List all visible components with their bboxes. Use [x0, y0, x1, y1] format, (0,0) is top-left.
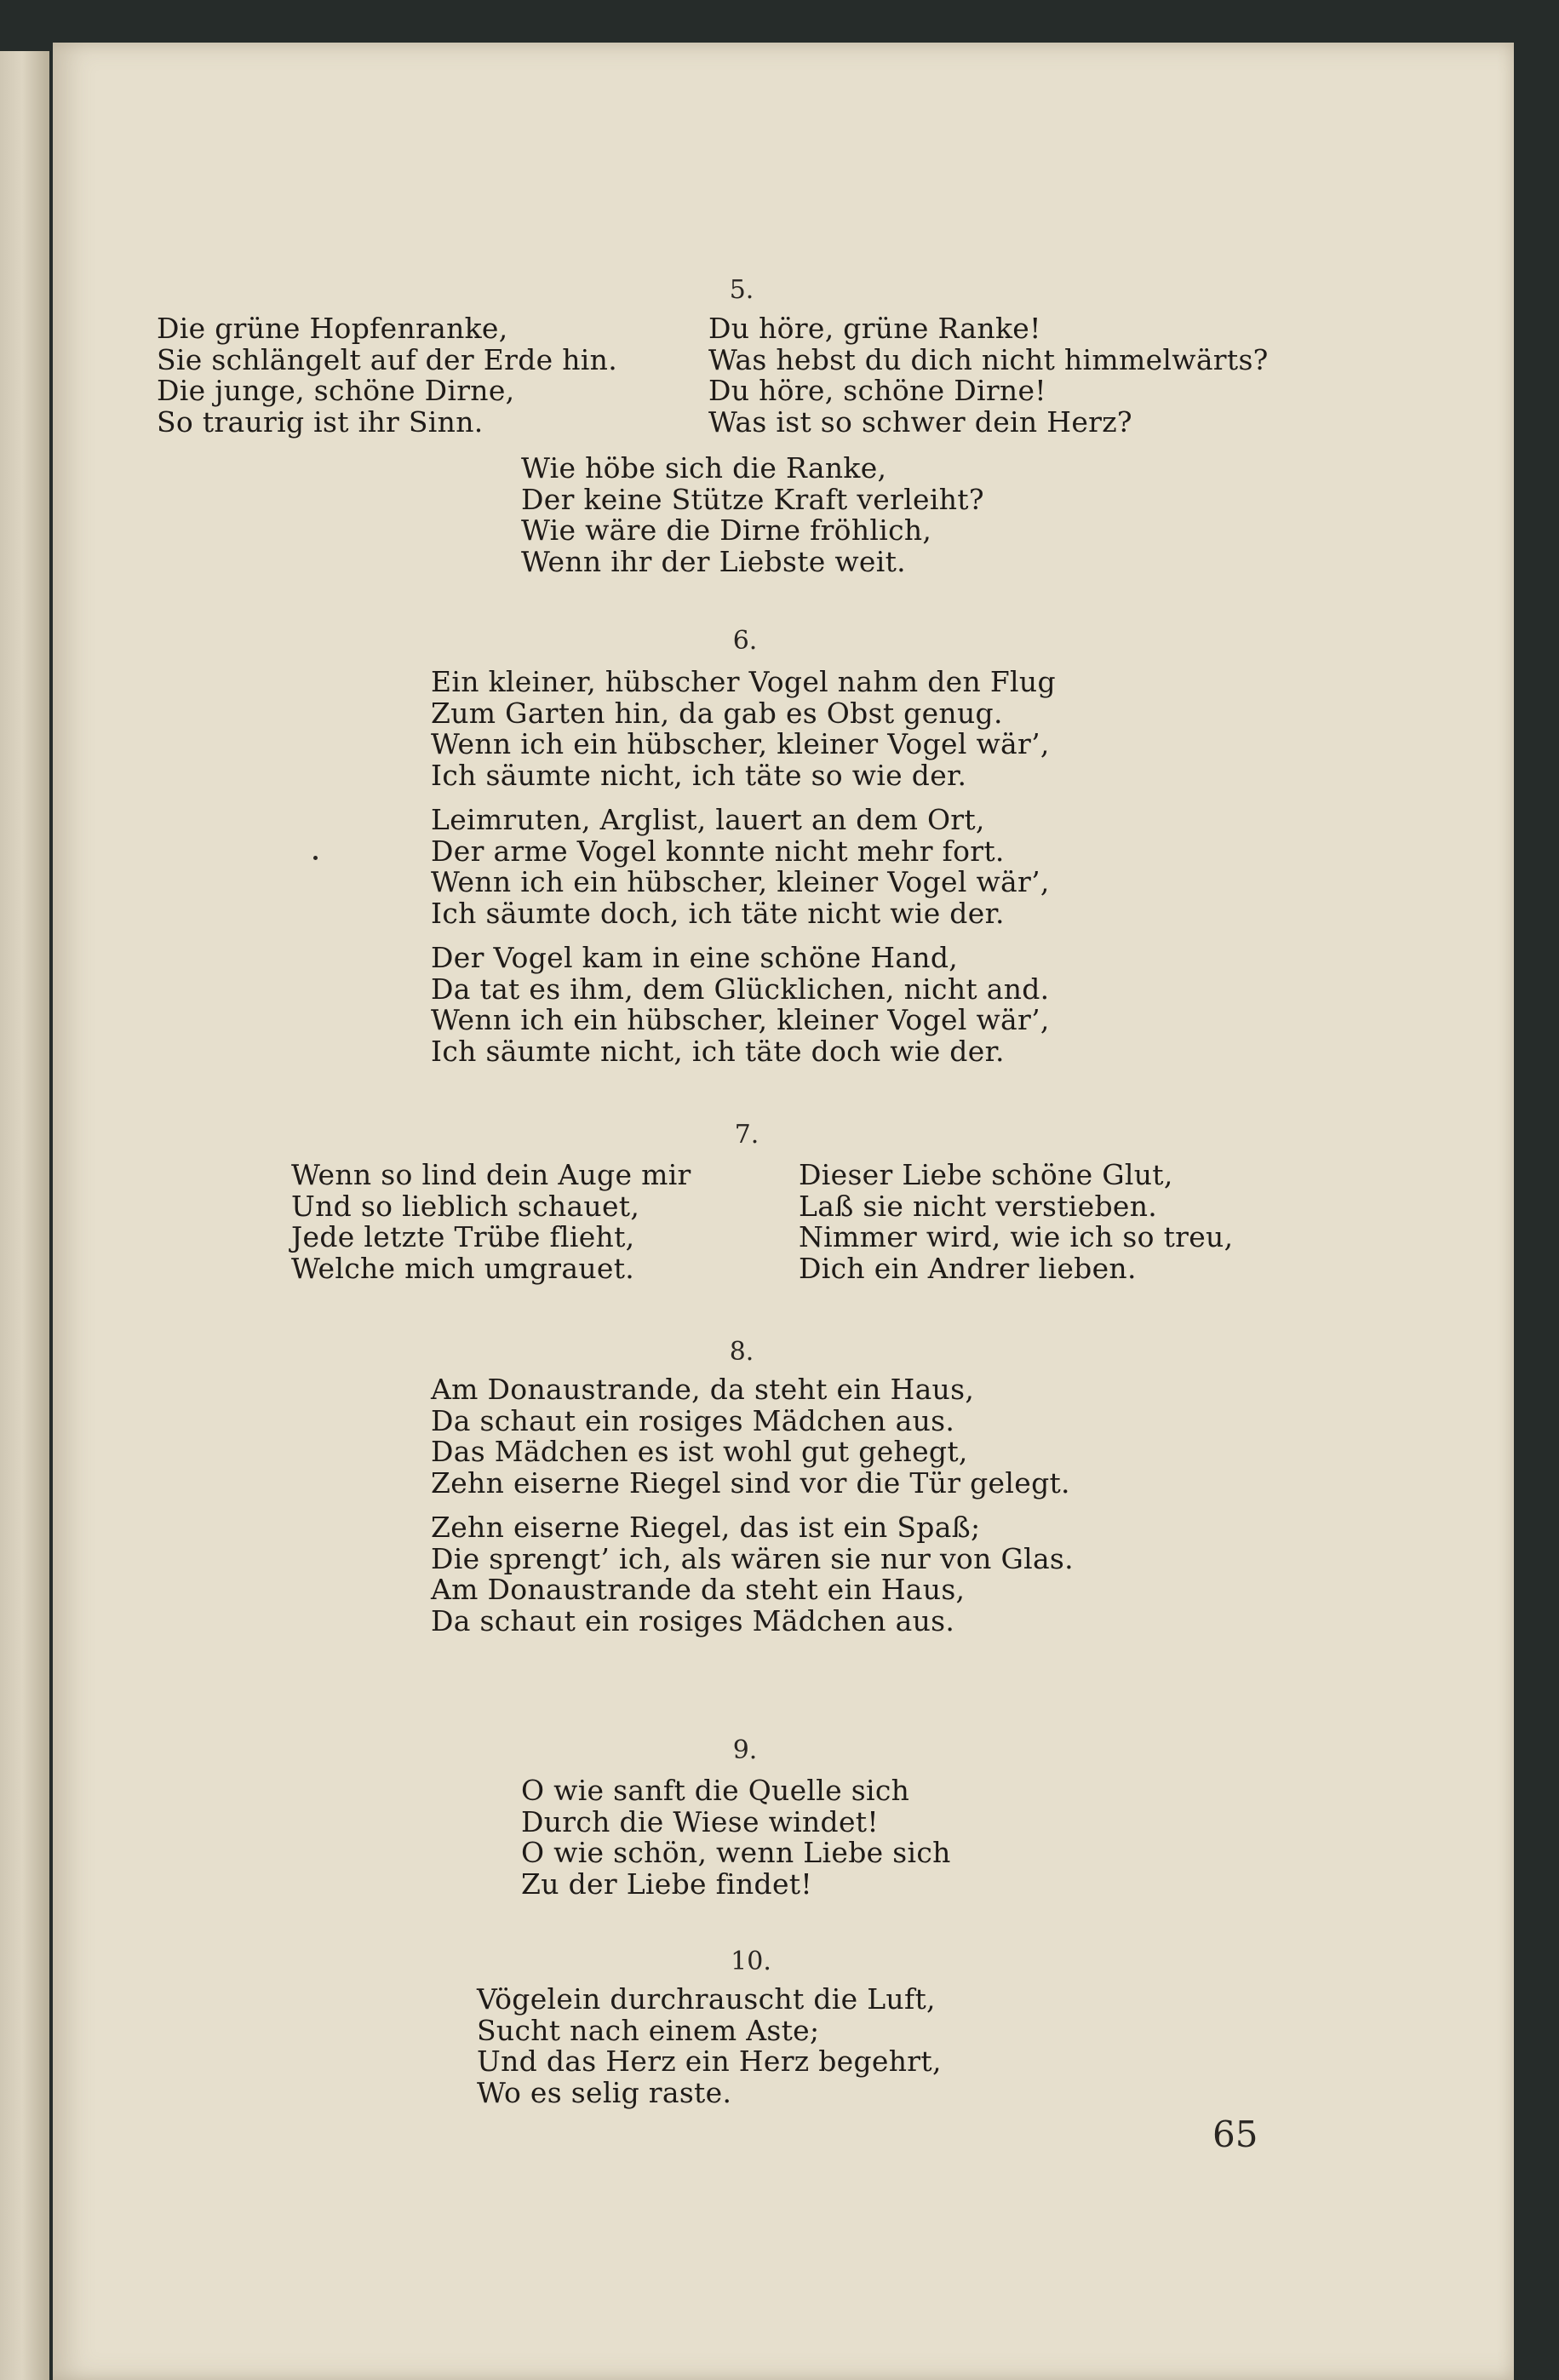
verse-line: Und so lieblich schauet,: [291, 1189, 640, 1223]
verse-line: Leimruten, Arglist, lauert an dem Ort,: [431, 803, 985, 836]
verse-line: Das Mädchen es ist wohl gut gehegt,: [431, 1435, 968, 1468]
verse-line: Wie höbe sich die Ranke,: [521, 451, 887, 485]
verse-line: Nimmer wird, wie ich so treu,: [799, 1220, 1234, 1253]
verse-line: Wenn ich ein hübscher, kleiner Vogel wär’,: [431, 865, 1050, 898]
poem-10-stanza: [477, 1984, 942, 2108]
verse-line: Und das Herz ein Herz begehrt,: [477, 2045, 942, 2078]
verse-line: Ich säumte doch, ich täte nicht wie der.: [431, 896, 1005, 930]
verse-line: Ein kleiner, hübscher Vogel nahm den Flug: [431, 665, 1056, 698]
verse-line: Jede letzte Trübe flieht,: [291, 1220, 635, 1253]
poem-6-stanza-2: [431, 805, 1050, 929]
verse-line: Der keine Stütze Kraft verleiht?: [521, 482, 984, 516]
poem-number-9: 9.: [732, 1735, 758, 1765]
verse-line: Da schaut ein rosiges Mädchen aus.: [431, 1403, 955, 1437]
poem-9-stanza: [521, 1775, 951, 1900]
verse-line: Laß sie nicht verstieben.: [799, 1189, 1158, 1223]
verse-line: Die sprengt’ ich, als wären sie nur von Glas.: [431, 1541, 1074, 1575]
poem-5-stanza-right: [708, 313, 1269, 438]
verse-line: Du höre, schöne Dirne!: [708, 374, 1046, 407]
poem-number-7: 7.: [734, 1120, 759, 1150]
verse-line: Wo es selig raste.: [477, 2075, 732, 2109]
verse-line: Dich ein Andrer lieben.: [799, 1251, 1137, 1285]
poem-7-stanza-left: [291, 1160, 691, 1284]
poem-7-stanza-right: [799, 1160, 1233, 1284]
verse-line: Der Vogel kam in eine schöne Hand,: [431, 941, 959, 974]
verse-line: Zu der Liebe findet!: [521, 1867, 812, 1901]
verse-line: Welche mich umgrauet.: [291, 1251, 635, 1285]
verse-line: Du höre, grüne Ranke!: [708, 312, 1041, 345]
verse-line: Am Donaustrande, da steht ein Haus,: [431, 1373, 975, 1406]
book-page: [53, 43, 1514, 2380]
verse-line: Dieser Liebe schöne Glut,: [799, 1158, 1173, 1191]
verse-line: Wie wäre die Dirne fröhlich,: [521, 513, 932, 547]
poem-number-10: 10.: [731, 1947, 771, 1976]
verse-line: Zum Garten hin, da gab es Obst genug.: [431, 696, 1003, 730]
verse-line: Wenn ich ein hübscher, kleiner Vogel wär’,: [431, 1003, 1050, 1036]
verse-line: O wie sanft die Quelle sich: [521, 1774, 910, 1807]
page-number: 65: [1212, 2113, 1258, 2155]
verse-line: Zehn eiserne Riegel, das ist ein Spaß;: [431, 1511, 981, 1544]
verse-line: Was hebst du dich nicht himmelwärts?: [708, 342, 1269, 376]
verse-line: O wie schön, wenn Liebe sich: [521, 1836, 951, 1869]
verse-line: Am Donaustrande da steht ein Haus,: [431, 1573, 966, 1606]
verse-line: Da tat es ihm, dem Glücklichen, nicht and.: [431, 972, 1050, 1006]
verse-line: Wenn ich ein hübscher, kleiner Vogel wär’,: [431, 727, 1050, 760]
verse-line: Wenn so lind dein Auge mir: [291, 1158, 691, 1191]
verse-line: Die junge, schöne Dirne,: [157, 374, 515, 407]
poem-8-stanza-1: [431, 1374, 1070, 1499]
verse-line: Da schaut ein rosiges Mädchen aus.: [431, 1603, 955, 1637]
verse-line: Ich säumte nicht, ich täte so wie der.: [431, 758, 967, 792]
verse-line: So traurig ist ihr Sinn.: [157, 404, 484, 439]
verse-line: Wenn ihr der Liebste weit.: [521, 544, 906, 578]
verse-line: Ich säumte nicht, ich täte doch wie der.: [431, 1034, 1005, 1068]
print-speck: [313, 856, 318, 860]
verse-line: Zehn eiserne Riegel sind vor die Tür gelegt.: [431, 1465, 1070, 1500]
verse-line: Die grüne Hopfenranke,: [157, 312, 508, 345]
poem-6-stanza-3: [431, 943, 1050, 1067]
verse-line: Sucht nach einem Aste;: [477, 2013, 820, 2047]
poem-5-stanza-left: [157, 313, 617, 438]
poem-number-8: 8.: [729, 1337, 754, 1367]
verse-line: Was ist so schwer dein Herz?: [708, 404, 1132, 439]
poem-6-stanza-1: [431, 667, 1056, 791]
verse-line: Sie schlängelt auf der Erde hin.: [157, 342, 617, 376]
poem-number-6: 6.: [732, 626, 758, 656]
verse-line: Durch die Wiese windet!: [521, 1804, 879, 1838]
verse-line: Vögelein durchrauscht die Luft,: [477, 1982, 936, 2016]
book-left-edge: [0, 51, 49, 2380]
poem-8-stanza-2: [431, 1512, 1074, 1637]
verse-line: Der arme Vogel konnte nicht mehr fort.: [431, 834, 1005, 868]
poem-number-5: 5.: [729, 275, 754, 305]
poem-5-stanza-center: [521, 453, 984, 577]
